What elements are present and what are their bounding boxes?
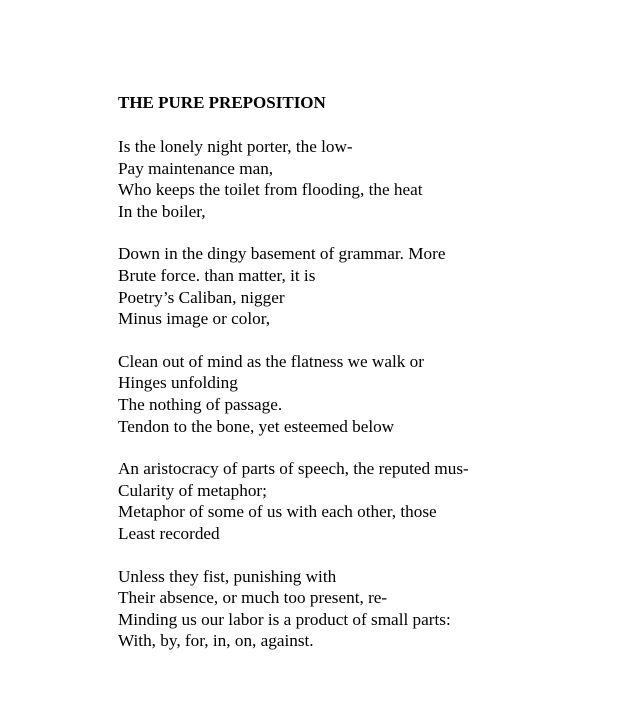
poem-line: With, by, for, in, on, against. <box>118 631 314 651</box>
poem-line: Who keeps the toilet from flooding, the heat <box>118 180 423 200</box>
poem-line: Metaphor of some of us with each other, those <box>118 502 437 522</box>
poem-line: Hinges unfolding <box>118 373 238 393</box>
stanza-1 <box>118 136 618 222</box>
poem-line: An aristocracy of parts of speech, the reputed mus- <box>118 459 469 479</box>
poem-line: Poetry’s Caliban, nigger <box>118 287 285 307</box>
poem-line: Brute force. than matter, it is <box>118 265 316 285</box>
poem-line: The nothing of passage. <box>118 394 283 414</box>
poem-line: Pay maintenance man, <box>118 158 274 178</box>
poem-line: Cularity of metaphor; <box>118 480 267 500</box>
poem-line: Their absence, or much too present, re- <box>118 588 388 608</box>
poem-line: Minding us our labor is a product of small parts: <box>118 609 451 629</box>
poem-title: THE PURE PREPOSITION <box>118 93 326 112</box>
poem-line: Unless they fist, punishing with <box>118 566 337 586</box>
stanza-5 <box>118 566 618 652</box>
poem-line: Least recorded <box>118 523 220 543</box>
stanza-4 <box>118 458 618 544</box>
poem-line: Is the lonely night porter, the low- <box>118 137 353 156</box>
poem-line: Tendon to the bone, yet esteemed below <box>118 416 395 436</box>
poem-line: Minus image or color, <box>118 309 271 329</box>
poem-line: Clean out of mind as the flatness we walk or <box>118 351 424 371</box>
stanza-3 <box>118 351 618 437</box>
stanza-2 <box>118 243 618 329</box>
poem-line: In the boiler, <box>118 201 206 221</box>
poem-line: Down in the dingy basement of grammar. More <box>118 244 446 264</box>
poem-page <box>118 92 618 673</box>
